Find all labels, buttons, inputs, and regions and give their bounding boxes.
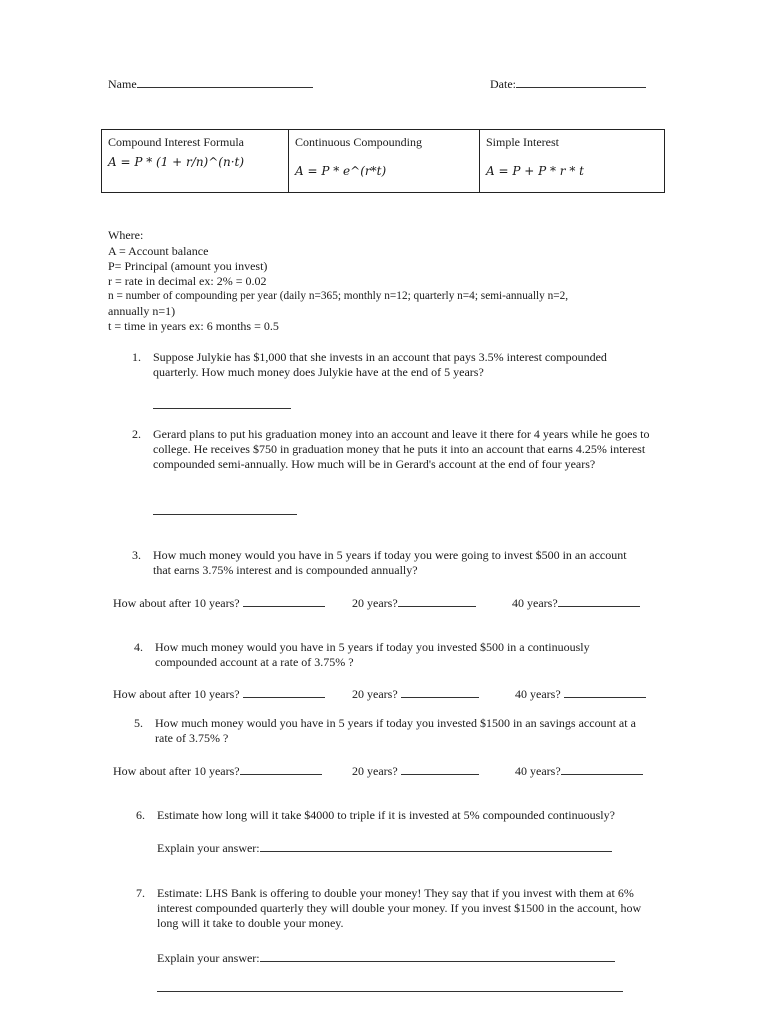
question-number: 4. (134, 640, 143, 654)
question-6-text: Estimate how long will it take $4000 to triple if it is invested at 5% compounded continuously? (157, 808, 615, 822)
name-input-line[interactable] (137, 76, 313, 88)
followup-10-years: How about after 10 years? (113, 595, 325, 611)
date-input-line[interactable] (516, 76, 646, 88)
answer-line[interactable] (561, 763, 643, 775)
where-line: P= Principal (amount you invest) (108, 259, 268, 273)
followup-20-years: 20 years? (352, 686, 479, 702)
answer-line[interactable] (243, 595, 325, 607)
simple-interest-title: Simple Interest (486, 135, 559, 149)
question-3-text: How much money would you have in 5 years if today you were going to invest $500 in an account that earns 3.75% interest and is compounded annually? (153, 548, 627, 577)
where-line: n = number of compounding per year (daily n=365; monthly n=12; quarterly n=4; semi-annually n=2, (108, 290, 569, 302)
answer-line[interactable] (401, 686, 479, 698)
followup-40-years: 40 years? (515, 686, 646, 702)
simple-interest-cell (480, 130, 664, 192)
followup-10-years: How about after 10 years? (113, 686, 325, 702)
formula-table (101, 129, 665, 193)
explain-answer-6: Explain your answer: (157, 840, 612, 856)
question-number: 5. (134, 716, 143, 730)
continuous-formula-title: Continuous Compounding (295, 135, 423, 149)
question-number: 2. (132, 427, 141, 441)
answer-line[interactable] (564, 686, 646, 698)
question-number: 7. (136, 886, 145, 900)
where-line: t = time in years ex: 6 months = 0.5 (108, 319, 279, 333)
name-field (108, 76, 313, 92)
question-number: 3. (132, 548, 141, 562)
question-number: 1. (132, 350, 141, 364)
answer-line[interactable] (153, 514, 297, 515)
date-field (490, 76, 646, 92)
compound-formula: A = P * (1 + r/n)^(n·t) (108, 155, 245, 169)
answer-line[interactable] (240, 763, 322, 775)
where-line: r = rate in decimal ex: 2% = 0.02 (108, 274, 267, 288)
compound-formula-cell (102, 130, 289, 192)
answer-line[interactable] (558, 595, 640, 607)
answer-line[interactable] (157, 991, 623, 992)
answer-line[interactable] (401, 763, 479, 775)
answer-line[interactable] (243, 686, 325, 698)
followup-20-years: 20 years? (352, 763, 479, 779)
simple-interest-formula: A = P + P * r * t (486, 164, 584, 178)
answer-line[interactable] (398, 595, 476, 607)
question-number: 6. (136, 808, 145, 822)
name-label: Name (108, 77, 137, 91)
where-line: A = Account balance (108, 244, 209, 258)
date-label: Date: (490, 77, 516, 91)
where-line: annually n=1) (108, 304, 176, 318)
followup-10-years: How about after 10 years? (113, 763, 322, 779)
question-4-text: How much money would you have in 5 years if today you invested $500 in a continuously compounded account at a rate of 3.75% ? (155, 640, 590, 669)
question-2-text: Gerard plans to put his graduation money into an account and leave it there for 4 years while he goes to college. He receives $750 in graduation money that he puts it into an account that earns 4.25% interest compounded semi-annually. How much will be in Gerard's account at the end of four years? (153, 427, 650, 471)
compound-formula-title: Compound Interest Formula (108, 135, 244, 149)
answer-line[interactable] (260, 950, 615, 962)
where-heading: Where: (108, 228, 144, 242)
continuous-formula: A = P * e^(r*t) (295, 164, 387, 178)
answer-line[interactable] (260, 840, 612, 852)
followup-40-years: 40 years? (512, 595, 640, 611)
answer-line[interactable] (153, 408, 291, 409)
question-5-text: How much money would you have in 5 years if today you invested $1500 in an savings account at a rate of 3.75% ? (155, 716, 636, 745)
explain-answer-7: Explain your answer: (157, 950, 615, 966)
followup-20-years: 20 years? (352, 595, 476, 611)
followup-40-years: 40 years? (515, 763, 643, 779)
question-7-text: Estimate: LHS Bank is offering to double your money! They say that if you invest with them at 6% interest compounded quarterly they will double your money. If you invest $1500 in the account, how long will it take to double your money. (157, 886, 642, 930)
continuous-formula-cell (289, 130, 480, 192)
question-1-text: Suppose Julykie has $1,000 that she invests in an account that pays 3.5% interest compounded quarterly. How much money does Julykie have at the end of 5 years? (153, 350, 607, 379)
